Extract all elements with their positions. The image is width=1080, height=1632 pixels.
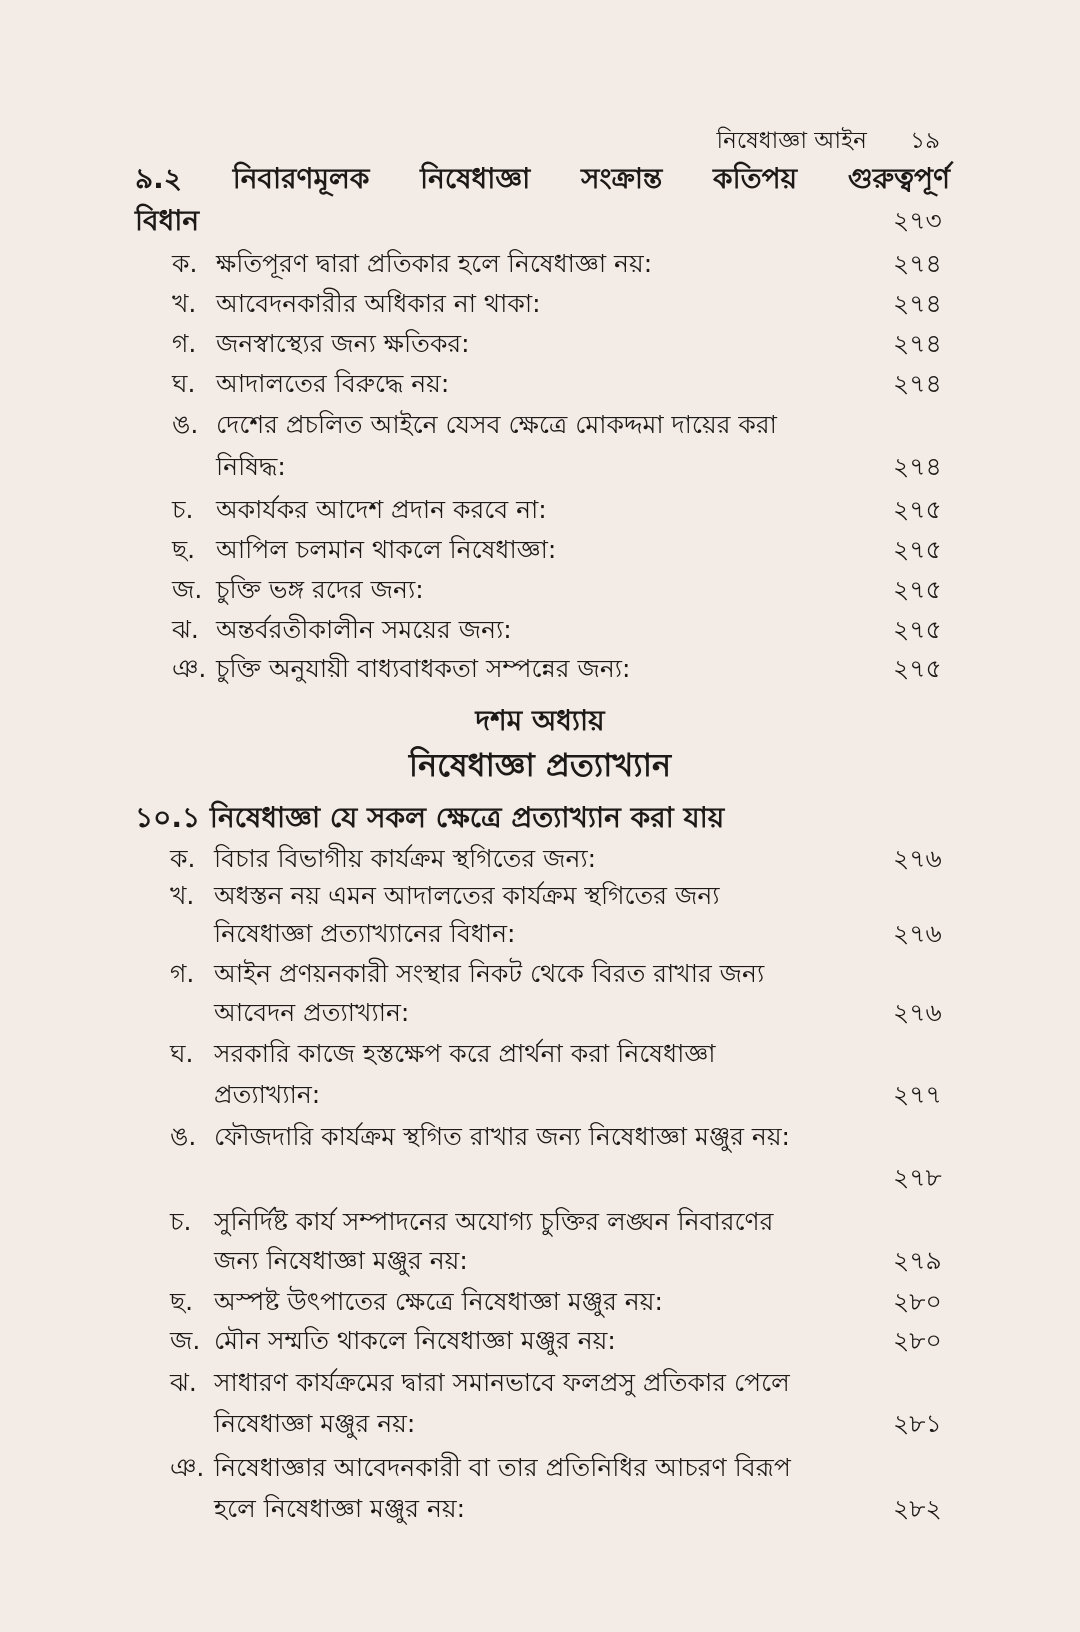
toc-item: ঘ. সরকারি কাজে হস্তক্ষেপ করে প্রার্থনা করা নিষেধাজ্ঞা	[170, 1039, 716, 1068]
toc-item: ক. বিচার বিভাগীয় কার্যক্রম স্থগিতের জন্য:	[170, 844, 597, 873]
toc-item-page: ২৭৬	[893, 998, 942, 1027]
section-9-2-title: ৯.২ নিবারণমূলক নিষেধাজ্ঞা সংক্রান্ত কতিপয় গুরুত্বপূর্ণ	[135, 162, 950, 195]
toc-item: ঝ. অন্তর্বরতীকালীন সময়ের জন্য:	[172, 615, 512, 644]
toc-item: চ. অকার্যকর আদেশ প্রদান করবে না:	[172, 495, 547, 524]
toc-item-page: ২৮০	[893, 1326, 942, 1355]
toc-item-continuation: হলে নিষেধাজ্ঞা মঞ্জুর নয়:	[214, 1494, 466, 1523]
toc-item-page: ২৭৫	[893, 615, 942, 644]
toc-item-continuation: নিষেধাজ্ঞা প্রত্যাখ্যানের বিধান:	[214, 919, 516, 948]
toc-item: ঙ. ফৌজদারি কার্যক্রম স্থগিত রাখার জন্য নিষেধাজ্ঞা মঞ্জুর নয়:	[170, 1122, 790, 1151]
section-9-2-title-line2: বিধান	[135, 204, 200, 237]
page-number: ১৯	[910, 128, 940, 154]
running-title: নিষেধাজ্ঞা আইন	[716, 128, 867, 154]
chapter-title: নিষেধাজ্ঞা প্রত্যাখ্যান	[408, 746, 672, 784]
toc-item-page: ২৭৫	[893, 495, 942, 524]
toc-item: ক. ক্ষতিপূরণ দ্বারা প্রতিকার হলে নিষেধাজ্ঞা নয়:	[172, 249, 653, 278]
toc-item: ঞ. চুক্তি অনুযায়ী বাধ্যবাধকতা সম্পন্নের জন্য:	[172, 654, 631, 683]
toc-item-page: ২৭৪	[893, 249, 942, 278]
toc-item: ঙ. দেশের প্রচলিত আইনে যেসব ক্ষেত্রে মোকদ্দমা দায়ের করা	[172, 410, 777, 439]
toc-item: ঘ. আদালতের বিরুদ্ধে নয়:	[172, 369, 450, 398]
toc-item: ঞ. নিষেধাজ্ঞার আবেদনকারী বা তার প্রতিনিধির আচরণ বিরূপ	[170, 1453, 791, 1482]
toc-item-page: ২৭৪	[893, 289, 942, 318]
toc-item: খ. অধস্তন নয় এমন আদালতের কার্যক্রম স্থগিতের জন্য	[170, 881, 720, 910]
toc-item: জ. চুক্তি ভঙ্গ রদের জন্য:	[172, 575, 424, 604]
toc-item-page: ২৭৬	[893, 844, 942, 873]
chapter-number: দশম অধ্যায়	[475, 704, 605, 737]
toc-item-page: ২৮১	[893, 1409, 942, 1438]
toc-item: জ. মৌন সম্মতি থাকলে নিষেধাজ্ঞা মঞ্জুর নয়:	[170, 1326, 616, 1355]
toc-item: ছ. আপিল চলমান থাকলে নিষেধাজ্ঞা:	[172, 535, 557, 564]
toc-item-page: ২৭৫	[893, 535, 942, 564]
toc-item-continuation: নিষিদ্ধ:	[216, 452, 286, 481]
toc-item: চ. সুনির্দিষ্ট কার্য সম্পাদনের অযোগ্য চুক্তির লঙ্ঘন নিবারণের	[170, 1207, 774, 1236]
toc-item-page: ২৮২	[893, 1494, 942, 1523]
toc-item: ঝ. সাধারণ কার্যক্রমের দ্বারা সমানভাবে ফলপ্রসু প্রতিকার পেলে	[170, 1368, 790, 1397]
section-10-1-title: ১০.১ নিষেধাজ্ঞা যে সকল ক্ষেত্রে প্রত্যাখ্যান করা যায়	[135, 801, 725, 834]
toc-item: খ. আবেদনকারীর অধিকার না থাকা:	[172, 289, 541, 318]
toc-item-page: ২৭৭	[893, 1080, 942, 1109]
toc-item: গ. আইন প্রণয়নকারী সংস্থার নিকট থেকে বিরত রাখার জন্য	[170, 959, 765, 988]
section-9-2-page: ২৭৩	[893, 206, 942, 235]
toc-item: ছ. অস্পষ্ট উৎপাতের ক্ষেত্রে নিষেধাজ্ঞা মঞ্জুর নয়:	[170, 1287, 663, 1316]
toc-item-page: ২৭৪	[893, 452, 942, 481]
toc-item-page: ২৭৫	[893, 575, 942, 604]
toc-item-page: ২৮০	[893, 1287, 942, 1316]
toc-item-page: ২৭৪	[893, 369, 942, 398]
toc-item-continuation: নিষেধাজ্ঞা মঞ্জুর নয়:	[214, 1409, 416, 1438]
toc-item-continuation: আবেদন প্রত্যাখ্যান:	[214, 998, 410, 1027]
toc-item-page: ২৭৯	[893, 1246, 942, 1275]
toc-item-continuation: প্রত্যাখ্যান:	[214, 1080, 321, 1109]
toc-item-page: ২৭৫	[893, 654, 942, 683]
toc-item-page: ২৭৮	[893, 1163, 942, 1192]
toc-item-page: ২৭৬	[893, 919, 942, 948]
toc-item-continuation: জন্য নিষেধাজ্ঞা মঞ্জুর নয়:	[214, 1246, 468, 1275]
toc-item-page: ২৭৪	[893, 329, 942, 358]
toc-item: গ. জনস্বাস্থ্যের জন্য ক্ষতিকর:	[172, 329, 470, 358]
